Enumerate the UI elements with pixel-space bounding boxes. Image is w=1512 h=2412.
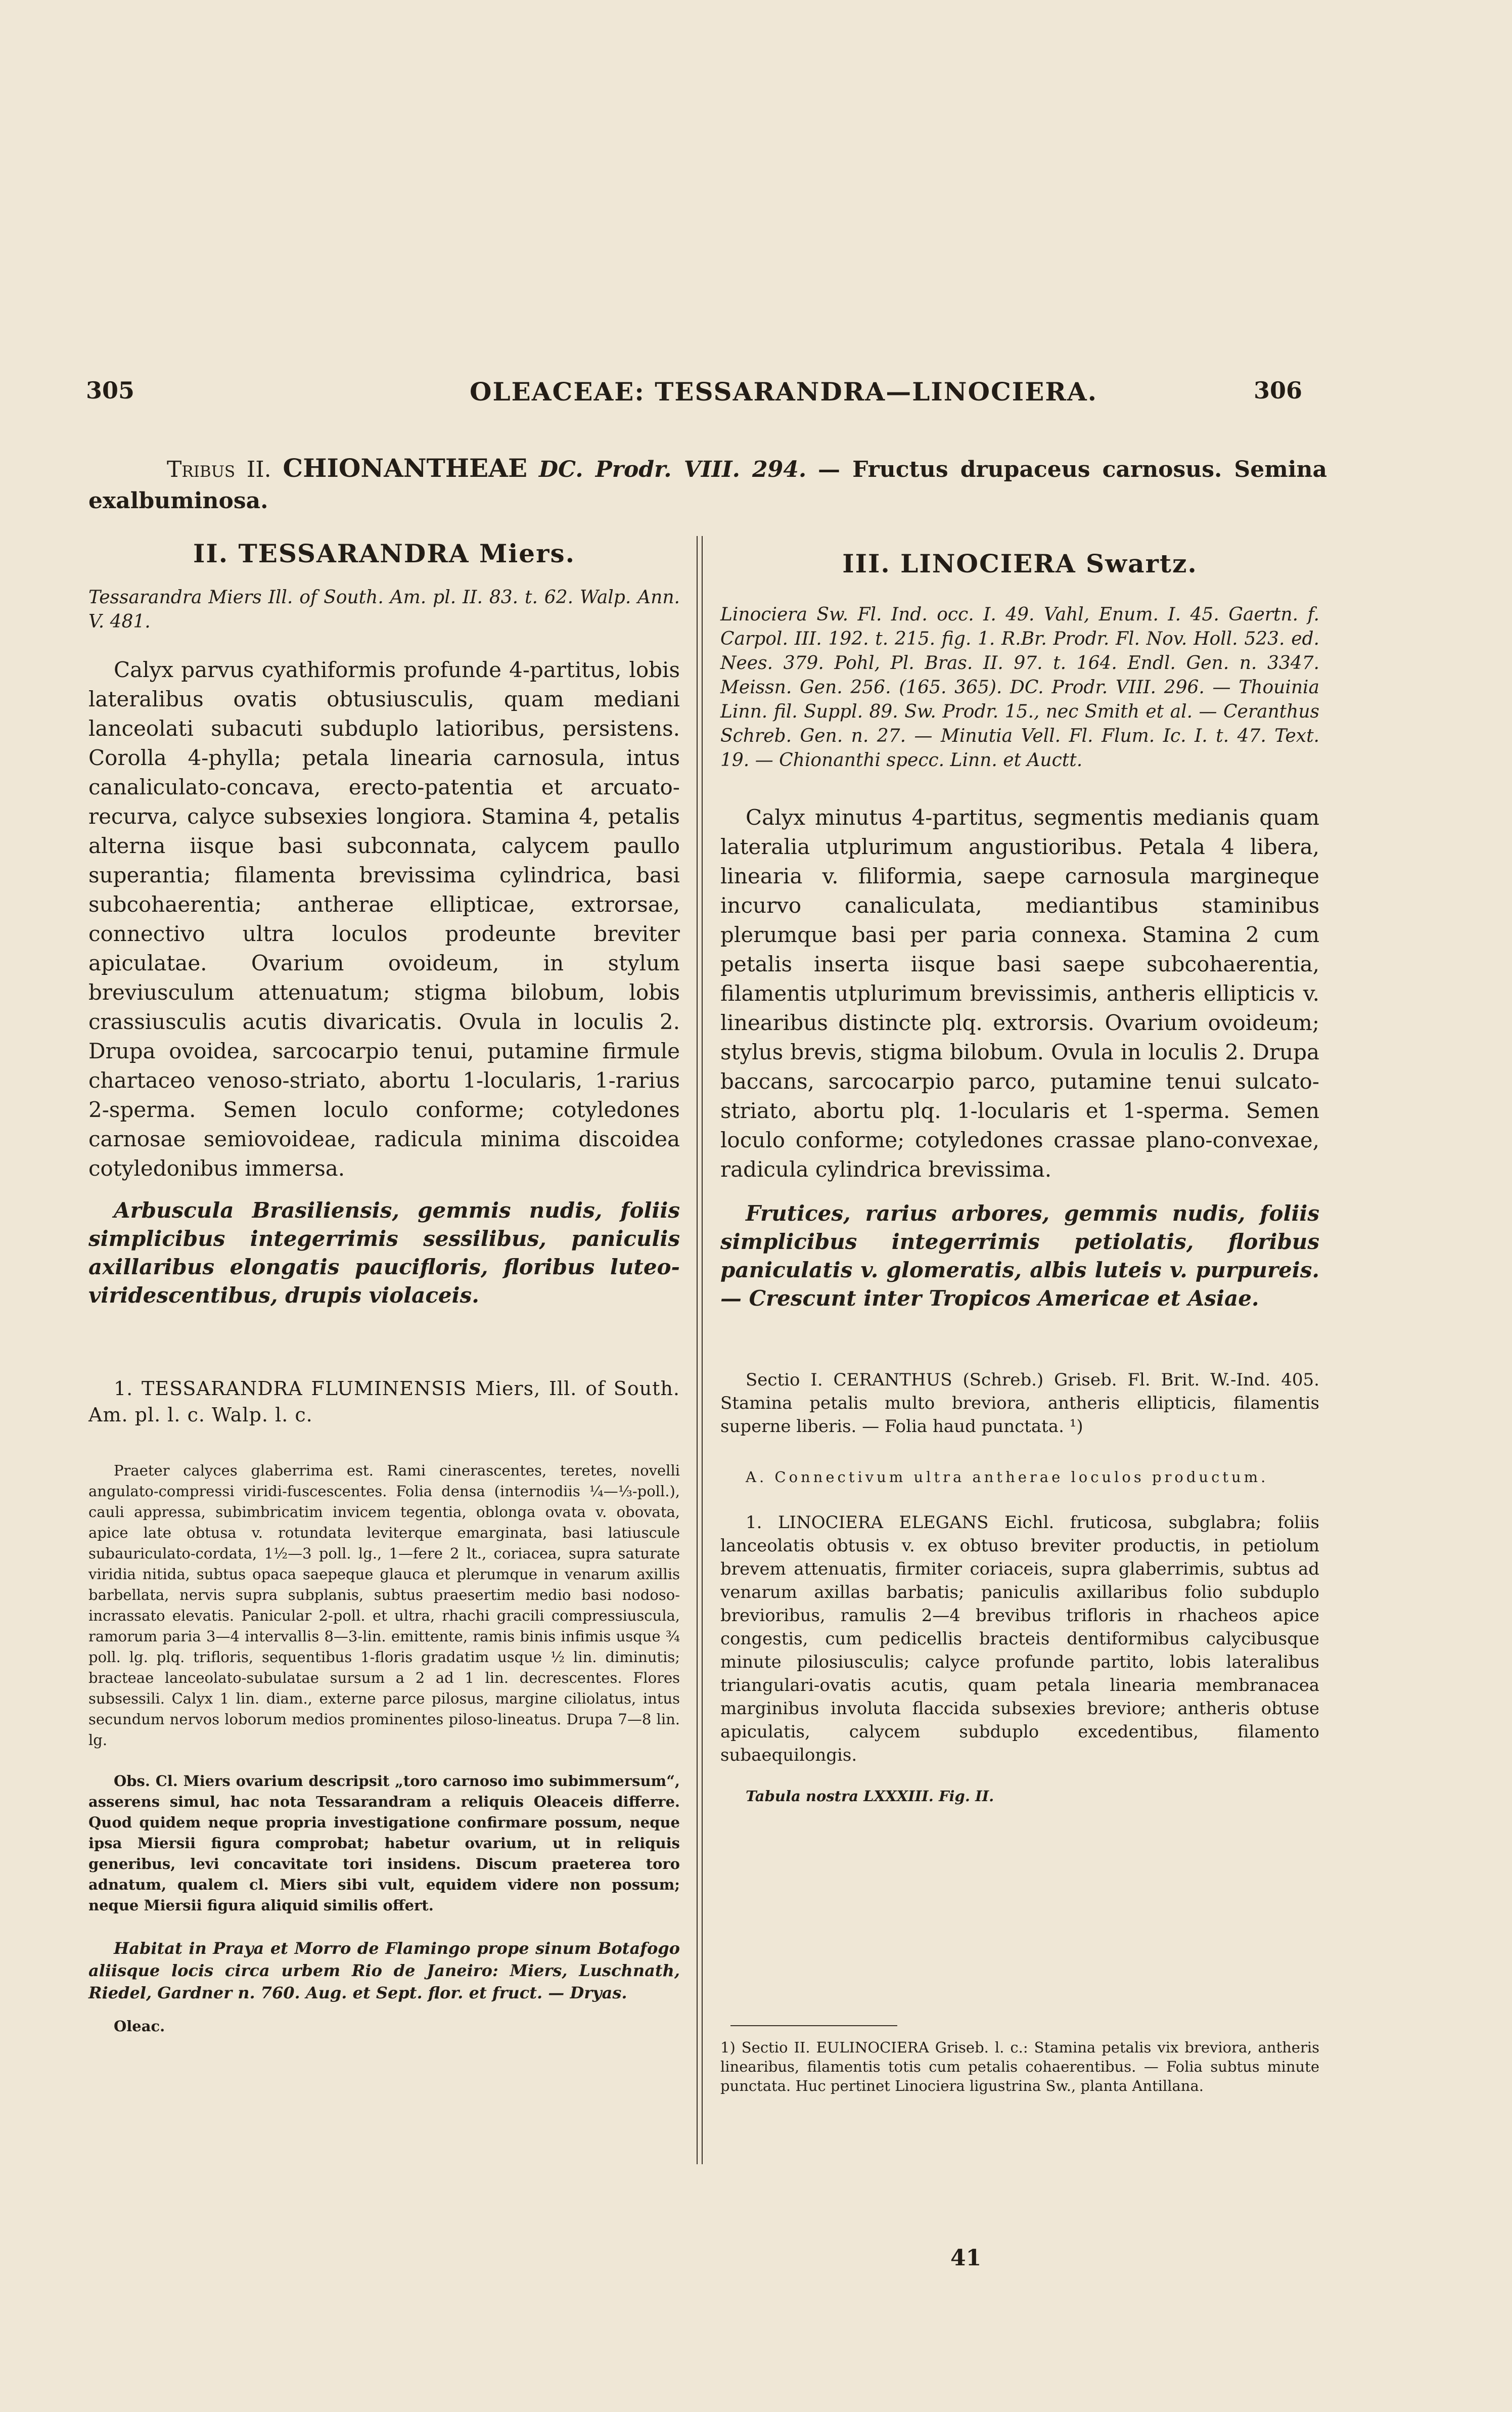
linociera-description: Calyx minutus 4-partitus, segmentis medianis quam lateralia utplurimum angustioribus. Petala 4 libera, linearia v. filiformia, saepe carnosula margineque incurvo canaliculata, mediantibus staminibus plerumque basi per paria connexa. Stamina 2 cum petalis inserta iisque basi saepe subcohaerentia, filamentis utplurimum brevissimis, antheris ellipticis v. linearibus distincte plq. extrorsis. Ovarium ovoideum; stylus brevis, stigma bilobum. Ovula in loculis 2. Drupa baccans, sarcocarpio parco, putamine tenui sulcato-striato, abortu plq. 1-locularis et 1-sperma. Semen loculo conforme; cotyledones crassae plano-convexae, radicula cylindrica brevissima. [720,805,1319,1182]
section-ceranthus: Sectio I. CERANTHUS (Schreb.) Griseb. Fl. Brit. W.-Ind. 405. Stamina petalis multo breviora, antheris ellipticis, filamentis superne liberis. — Folia haud punctata. ¹) [720,1370,1319,1437]
right-column [720,549,1319,1807]
subsection-a: A. Connectivum ultra antherae loculos productum. [746,1468,1269,1486]
left-page-number: 305 [86,377,135,404]
left-column [88,539,680,2037]
sheet-signature: Oleac. [114,2018,165,2035]
right-page-number: 306 [1254,377,1303,404]
linociera-citation: Linociera Sw. Fl. Ind. occ. I. 49. Vahl, Enum. I. 45. Gaertn. f. Carpol. III. 192. t. 215. fig. 1. R.Br. Prodr. Fl. Nov. Holl. 523. ed. Nees. 379. Pohl, Pl. Bras. II. 97. t. 164. Endl. Gen. n. 3347. Meissn. Gen. 256. (165. 365). DC. Prodr. VIII. 296. — Thouinia Linn. fil. Suppl. 89. Sw. Prodr. 15., nec Smith et al. — Ceranthus Schreb. Gen. n. 27. — Minutia Vell. Fl. Flum. Ic. I. t. 47. Text. 19. — Chionanthi specc. Linn. et Auctt. [720,604,1319,771]
tribus-name: CHIONANTHEAE [283,453,528,483]
tribus-ref: DC. Prodr. VIII. 294. [538,457,807,482]
running-title: OLEACEAE: TESSARANDRA—LINOCIERA. [469,377,1098,407]
tribus-text: — Fructus drupaceus carnosus. Semina exalbuminosa. [88,457,1327,514]
fluminensis-description: Praeter calyces glaberrima est. Rami cinerascentes, teretes, novelli angulato-compressi viridi-fuscescentes. Folia densa (internodiis ¼—⅓-poll.), cauli appressa, subimbricatim invicem tegentia, oblonga ovata v. obovata, apice late obtusa v. rotundata leviterque emarginata, basi latiuscule subauriculato-cordata, 1½—3 poll. lg., 1—fere 2 lt., coriacea, supra saturate viridia nitida, subtus opaca saepeque glauca et plerumque in venarum axillis barbellata, nervis supra subplanis, subtus praesertim medio basi nodoso-incrassato elevatis. Panicular 2-poll. et ultra, rhachi gracili compressiuscula, ramorum paria 3—4 intervallis 8—3-lin. emittente, ramis binis infimis usque ¾ poll. lg. plq. trifloris, sequentibus 1-floris gradatim usque ½ lin. diminutis; bracteae lanceolato-subulatae sursum a 2 ad 1 lin. decrescentes. Flores subsessili. Calyx 1 lin. diam., externe parce pilosus, margine ciliolatus, intus secundum nervos loborum medios prominentes piloso-lineatus. Drupa 7—8 lin. lg. [88,1462,680,1749]
footnote: 1) Sectio II. EULINOCIERA Griseb. l. c.: Stamina petalis vix breviora, antheris linearibus, filamentis totis cum petalis cohaerentibus. — Folia subtus minute punctata. Huc pertinet Linociera ligustrina Sw., planta Antillana. [720,2039,1319,2094]
tribus-heading [88,453,1327,517]
species-linociera-elegans: 1. LINOCIERA ELEGANS Eichl. fruticosa, subglabra; foliis lanceolatis obtusis v. ex obtuso breviter productis, in petiolum brevem attenuatis, firmiter coriaceis, supra glaberrimis, subtus ad venarum axillas barbatis; paniculis axillaribus folio subduplo brevioribus, ramulis 2—4 brevibus trifloris in rhacheos apice congestis, cum pedicellis bracteis dentiformibus calycibusque minute pilosiusculis; calyce profunde partito, lobis lateralibus triangulari-ovatis acutis, quam petala linearia membranacea marginibus involuta flaccida subsexies breviore; antheris obtuse apiculatis, calycem subduplo excedentibus, filamento subaequilongis. [720,1512,1319,1765]
column-divider [697,536,698,2164]
genus-heading-tessarandra: II. TESSARANDRA Miers. [193,539,576,568]
habitat-note: Habitat in Praya et Morro de Flamingo prope sinum Botafogo aliisque locis circa urbem Rio de Janeiro: Miers, Luschnath, Riedel, Gardner n. 760. Aug. et Sept. flor. et fruct. — Dryas. [88,1939,680,2002]
linociera-summary: Frutices, rarius arbores, gemmis nudis, foliis simplicibus integerrimis petiolatis, floribus paniculatis v. glomeratis, albis luteis v. purpureis. — Crescunt inter Tropicos Americae et Asiae. [720,1201,1319,1311]
tessarandra-summary: Arbuscula Brasiliensis, gemmis nudis, foliis simplicibus integerrimis sessilibus, paniculis axillaribus elongatis paucifloris, floribus luteo-viridescentibus, drupis violaceis. [88,1198,680,1308]
tribus-label: Tribus II. [167,457,271,482]
footnote-rule [730,2025,897,2026]
tessarandra-description: Calyx parvus cyathiformis profunde 4-partitus, lobis lateralibus ovatis obtusiusculis, quam mediani lanceolati subacuti subduplo latioribus, persistens. Corolla 4-phylla; petala linearia carnosula, intus canaliculato-concava, erecto-patentia et arcuato-recurva, calyce subsexies longiora. Stamina 4, petalis alterna iisque basi subconnata, calycem paullo superantia; filamenta brevissima cylindrica, basi subcohaerentia; antherae ellipticae, extrorsae, connectivo ultra loculos prodeunte breviter apiculatae. Ovarium ovoideum, in stylum breviusculum attenuatum; stigma bilobum, lobis crassiusculis acutis divaricatis. Ovula in loculis 2. Drupa ovoidea, sarcocarpio tenui, putamine firmule chartaceo venoso-striato, abortu 1-locularis, 1-rarius 2-sperma. Semen loculo conforme; cotyledones carnosae semiovoideae, radicula minima discoidea cotyledonibus immersa. [88,657,680,1181]
column-divider-inner [702,536,703,2164]
observation-note: Obs. Cl. Miers ovarium descripsit „toro carnoso imo subimmersum“, asserens simul, hac nota Tessarandram a reliquis Oleaceis differre. Quod quidem neque propria investigatione confirmare possum, neque ipsa Miersii figura comprobat; habetur ovarium, ut in reliquis generibus, levi concavitate tori insidens. Discum praeterea toro adnatum, qualem cl. Miers sibi vult, equidem videre non possum; neque Miersii figura aliquid similis offert. [88,1772,680,1914]
species-heading-fluminensis: 1. TESSARANDRA FLUMINENSIS Miers, Ill. of South. Am. pl. l. c. Walp. l. c. [88,1377,680,1426]
genus-heading-linociera: III. LINOCIERA Swartz. [842,549,1198,578]
plate-reference: Tabula nostra LXXXIII. Fig. II. [746,1788,994,1805]
signature-number: 41 [950,2245,982,2271]
tessarandra-citation: Tessarandra Miers Ill. of South. Am. pl. II. 83. t. 62. Walp. Ann. V. 481. [88,587,680,632]
